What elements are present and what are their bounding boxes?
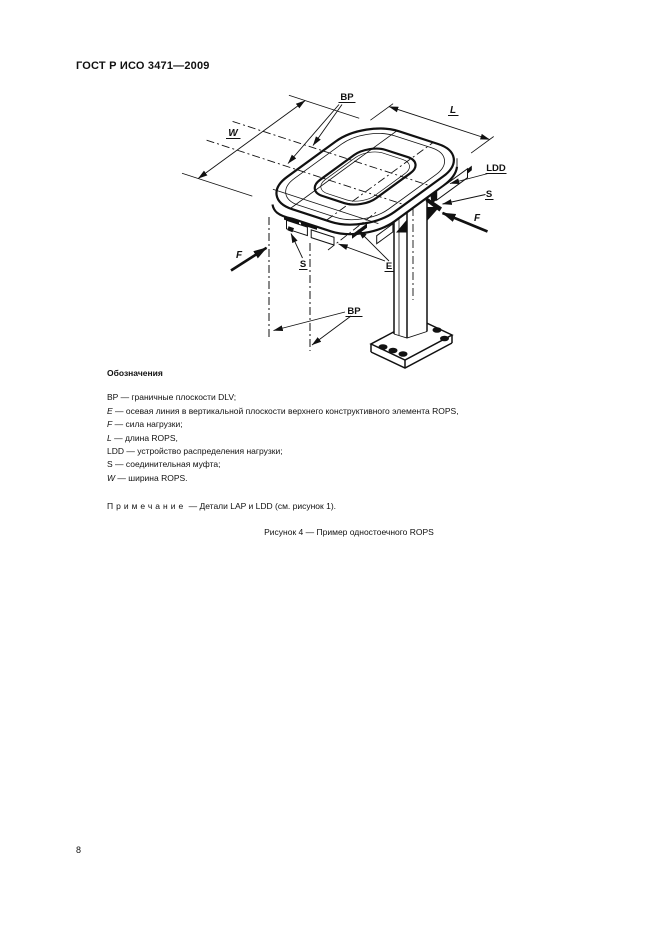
document-header: ГОСТ Р ИСО 3471—2009 — [76, 60, 210, 72]
legend-term: L — [107, 432, 112, 443]
legend-term: F — [107, 419, 113, 430]
legend-desc: — сила нагрузки; — [114, 419, 183, 430]
legend-desc: — ширина ROPS. — [117, 472, 188, 483]
label-e: E — [385, 261, 393, 272]
force-arrow-left — [231, 248, 267, 271]
legend-item-w — [107, 472, 577, 485]
legend-term: W — [107, 472, 116, 483]
legend-item-e — [107, 405, 577, 418]
legend-item-ldd — [107, 445, 577, 458]
label-f-left: F — [235, 250, 243, 261]
legend-term: BP — [107, 392, 119, 403]
legend-desc: — устройство распределения нагрузки; — [126, 446, 283, 457]
label-s-right: S — [485, 189, 493, 200]
rops-figure — [60, 60, 620, 390]
note-label: Примечание — [107, 501, 187, 511]
label-f-right: F — [473, 213, 481, 224]
s-right-callout — [443, 189, 494, 204]
legend-desc: — осевая линия в вертикальной плоскости верхнего конструктивного элемента ROPS, — [115, 405, 459, 416]
label-s-left: S — [299, 259, 307, 270]
s-left-callout — [291, 234, 308, 271]
figure-note — [107, 501, 336, 511]
legend-item-s — [107, 458, 577, 471]
legend-desc: — соединительная муфта; — [115, 459, 221, 470]
label-bp-top: BP — [340, 92, 354, 103]
label-l: L — [449, 105, 457, 116]
label-w: W — [228, 128, 238, 139]
legend-item-l — [107, 432, 577, 445]
label-ldd: LDD — [486, 163, 506, 174]
legend-term: LDD — [107, 446, 125, 457]
figure-caption: Рисунок 4 — Пример одностоечного ROPS — [264, 527, 434, 537]
legend-item-f — [107, 418, 577, 431]
page-number: 8 — [76, 845, 82, 855]
legend-desc: — граничные плоскости DLV; — [120, 392, 237, 403]
bp-bottom-callout — [274, 306, 363, 345]
legend-desc: — длина ROPS, — [114, 432, 178, 443]
force-arrow-right — [443, 213, 488, 232]
legend-term: S — [107, 459, 113, 470]
bp-vertical-lines — [269, 217, 310, 351]
legend-term: E — [107, 405, 113, 416]
legend — [107, 367, 577, 485]
label-bp-bottom: BP — [347, 306, 361, 317]
legend-item-bp — [107, 391, 577, 404]
note-text: — Детали LAP и LDD (см. рисунок 1). — [188, 501, 337, 511]
legend-heading: Обозначения — [107, 368, 163, 378]
